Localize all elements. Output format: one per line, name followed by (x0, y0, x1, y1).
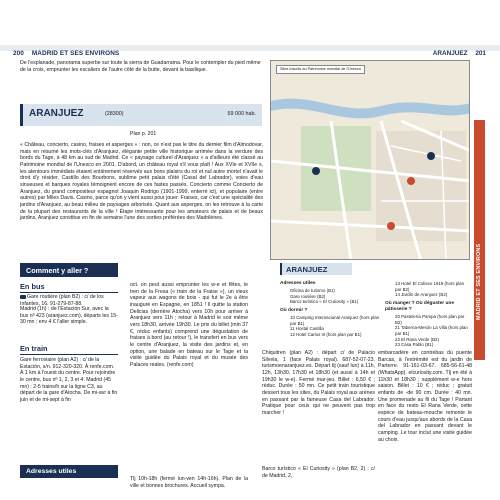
page-header-right (433, 50, 486, 58)
intro-paragraph: De l'esplanade, panorama superbe sur toute la sierra de Guadarrama. Pour le contempler du pied même de la croix, emprunter les escaliers de l'autre côté de la butte, devant la basilique. (20, 60, 261, 73)
map-title-bar (280, 263, 352, 275)
side-tab-label: MADRID ET SES ENVIRONS (475, 243, 482, 320)
legend-item: 23 Casa Pablo (B1) (395, 342, 434, 348)
legend-item: Barco turístico « El Curiosity » (B1) (290, 299, 359, 305)
adresses-banner (20, 465, 118, 478)
chiquitren-text: Chiquitren (plan A2) : départ c/ de Palacio Silvela, 1 (face Palais royal). 687-52-07-23. turismoenaranjuez.es. Départ tlj (sauf lun) à 11h, 12h, 13h30, 17h30 et 18h30 (et aussi à 14h et 19h30 le w-e). Fermé mar-jeu. Billet : 6,50 € ; réduc. Durée : 50 mn. Ce petit train touristique dessert tous les sites, du Palais royal aux arènes en passant par la fameuse Casa del Labrador. Pratique pour ceux qui ne peuvent pas trop marcher ! (262, 350, 375, 416)
legend-item: 20 Pastelería Pampa (hors plan par B2) (395, 314, 465, 325)
section-title-left: MADRID ET SES ENVIRONS (31, 50, 120, 57)
bus-station-text: Gare routière (plan B2) : c/ de los Infantes, 16. 91-279-87-88. (20, 294, 104, 307)
legend-item: 11 Hostal Castilla (290, 326, 324, 332)
city-description: « Château, concierto, casino, fraises et asperges » : non, ce n'est pas le titre du dernier film d'Almodovar, mais en résumé les mots-clés d'Aranjuez, élégante petite ville historique arrimée dans la verdure des bords du Tage, à 48 km au sud de Madrid. Ce « paysage culturel d'Aranjuez » a d'ailleurs été classé au Patrimoine mondial de l'Unesco en 2001. D'abord, un château royal s'il vous plaît ! Aux XVIe et XVIIe s, les alentours immédiats étaient entièrement réservés aux bons plaisirs du roi et nul autre mortel n'avait le droit d'y résider. Castillo des Bourbons, sublime petit palais d'été (Casal del Labrador), voies d'eau sinueuses et barques royales témoignent encore de ces fastes passés. Concierto comme Concierto de Aranjuez, du grand compositeur espagnol Joaquin Rodrigo (1901-1999, enterré ici), et populaire (entre autres) par Miles Davis. Casino, parce qu'on y vient aussi pour jouer. Fraises, car c'est une spécialité des jardins d'Aranjuez, au beau milieu de paysages arborisés. Quant aux asperges, on les retrouve à la carte de la plupart des restaurants de la ville ! Étape intéressante pour les amateurs de palais et de beaux jardins, Aranjuez constitue en fin de semaine l'une des sorties préférées des Madrilènes. (20, 142, 263, 222)
city-map[interactable] (270, 60, 470, 260)
population: 59 000 hab. (227, 111, 256, 117)
howto-title: Comment y aller ? (26, 266, 89, 275)
page-number-right: 201 (475, 50, 486, 57)
legend-item: 14 Jardín de Aranjuez (B2) (395, 292, 448, 298)
page-number-left: 200 (13, 50, 24, 57)
section-train-title: En train (20, 344, 48, 353)
legend-item: Gare routière (B2) (290, 293, 326, 299)
legend-adresses-title: Adresses utiles (280, 281, 316, 286)
map-title: ARANJUEZ (286, 265, 328, 274)
map-drawing (271, 61, 470, 260)
plan-reference[interactable]: Plan p. 201 (130, 131, 157, 137)
legend-item: 12 Hotel Carlos III (hors plan par B1) (290, 332, 362, 337)
side-tab (474, 120, 485, 360)
legend-item: 22 El Rana Verde (B2) (395, 336, 439, 342)
legend-manger-title: Où manger ? Où déguster une pâtisserie ? (385, 300, 455, 312)
section-bus-title: En bus (20, 282, 45, 291)
adresses-hours: Tlj 10h-18h (fermé lun-ven 14h-16h). Plan de la ville et bonnes brochures. Accueil sympa. (130, 476, 248, 489)
section-title-right: ARANJUEZ (432, 50, 468, 57)
bus-madrid-text: Madrid (1h) : de l'Estación Sur, avec la bus nº 423 (aranjuez.com), départs les 15-30 mn ; env 4 € l'aller simple. (20, 306, 118, 326)
barco-continued-text: embarcadère en contrebas du puente Barcas, à l'extrémité est du jardin de Parterre. 91-161-03-67. 685-56-61-48 (WhatsApp). elcuriosity.com. Tlj en été à 11h30 et 18h30 ; supplément w-e hors saison. Billet : 10 € ; réduc ; gratuit enfants de -de 90 cm. Durée : 40 mn. Une promenade au fil du Tage ! Partant en face du resto El Rana Verde, cette espèce de bateau-mouche remonte le cours d'eau jusqu'aux abords de la Casa del Labrador en passant devant le camping. Le tour inclut une visite guidée au choix. (378, 350, 472, 443)
adresses-title: Adresses utiles (26, 468, 77, 475)
barco-text: Barco turístico « El Curiosity » (plan B2, 2) : c/ de Madrid, 2, (262, 466, 375, 479)
city-name: ARANJUEZ (29, 108, 84, 119)
section-divider (20, 292, 118, 293)
legend-dormir-title: Où dormir ? (280, 308, 308, 313)
legend-item: 21 Taberna-Mesón La Villa (hors plan par B1) (395, 325, 468, 336)
map-legend-col2 (385, 281, 470, 348)
bus-icon (20, 295, 26, 299)
section-divider (20, 354, 118, 355)
city-title-bar (20, 104, 262, 126)
postal-code: (28300) (105, 111, 124, 117)
howto-banner (20, 263, 118, 277)
legend-item: 13 Hotel El Coliseo 1919 (hors plan par B2) (395, 281, 465, 292)
train-text: Gare ferroviaire (plan A2) : c/ de la Estación, s/n. 912-320-320. À renfe.com. À 1 km à l'ouest du centre. Pour rejoindre le centre, bus nº 1, 2, 3 et 4. Madrid (45 mn) : 2-5 trains/h sur la ligne C3, au départ de la gare d'Atocha. De mi-avr à fin juin et de mi-sept à fin (20, 357, 118, 403)
legend-item: 10 Camping Internacional Aranjuez (hors plan par B1) (290, 315, 380, 326)
legend-item: Oficina de turismo (B1) (290, 288, 335, 294)
page-header-left (13, 50, 119, 58)
map-caption: Sites inscrits au Patrimoine mondial de l'Unesco (276, 65, 365, 74)
train-continued-text: oct. on peut aussi emprunter les w-e et fêtes, le tren de la Fresa (« train de la Fraise »), un vieux vapeur aux wagons de bois - qui fut le 2e à être inauguré en Espagne, en 1851 ! Il quitte la station Delicias (derrière Atocha) vers 10h pour arriver à Aranjuez vers 11h ; retour à Madrid le soir même vers 18h30, arrivée 19h30. Le prix du billet (min 37 €, réduc enfants) comprend une dégustation de fraises à bord (au retour !), le transfert en bus vers le centre d'Aranjuez, la visite des jardins et, en option, une balade en bateau sur le Tage et la visite guidée du Palais royal et du musée des Palaces reales. (renfe.com) (130, 282, 248, 368)
map-legend-col1 (280, 281, 380, 338)
